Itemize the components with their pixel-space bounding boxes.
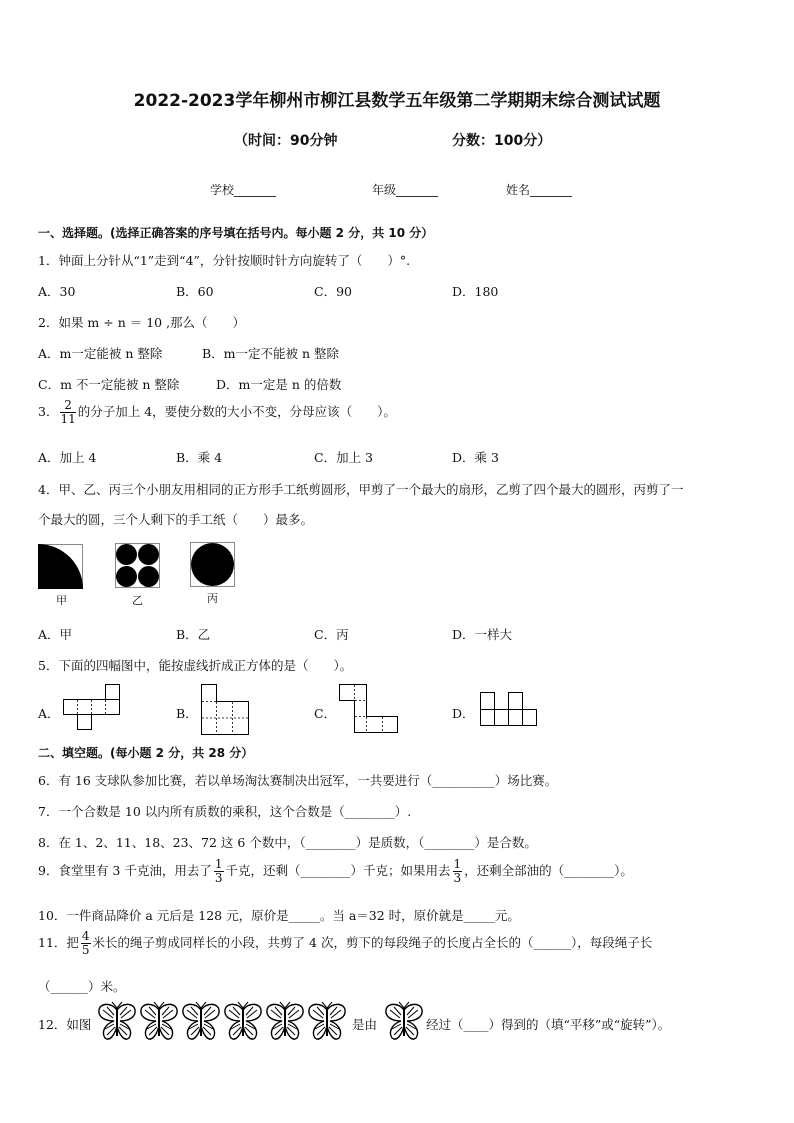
q3-fraction	[60, 399, 75, 426]
question-4-line1: 4．甲、乙、丙三个小朋友用相同的正方形手工纸剪圆形，甲剪了一个最大的扇形，乙剪了四个最大的圆形，丙剪了一	[38, 482, 684, 497]
q1-option-c: C．90	[314, 284, 352, 299]
question-5: 5．下面的四幅图中，能按虚线折成正方体的是（ ）。	[38, 658, 353, 673]
q1-option-a: A．30	[38, 284, 76, 299]
q2-option-d: D．m一定是 n 的倍数	[216, 377, 342, 392]
q4-option-b: B．乙	[176, 627, 211, 642]
figure-bing-label: 丙	[207, 592, 218, 605]
q4-option-d: D．一样大	[452, 627, 513, 642]
question-6: 6．有 16 支球队参加比赛，若以单场淘汰赛制决出冠军，一共要进行（__________）场比赛。	[38, 773, 558, 788]
figure-yi-label: 乙	[132, 594, 143, 607]
grade-field: 年级_______	[372, 183, 439, 197]
q2-option-b: B．m一定不能被 n 整除	[202, 346, 340, 361]
q5-option-a: A．	[38, 706, 60, 721]
question-12-part2: 是由	[352, 1017, 378, 1032]
cube-net-c	[338, 684, 400, 734]
section2-heading: 二、填空题。(每小题 2 分，共 28 分）	[38, 746, 254, 760]
q9-fraction-2	[453, 858, 463, 885]
q3-text: 的分子加上 4，要使分数的大小不变，分母应该（ ）。	[77, 404, 396, 419]
q3-frac-num: 2	[60, 399, 75, 413]
q9-frac2-num: 1	[453, 857, 462, 871]
q11-frac-num: 4	[81, 929, 90, 943]
question-9	[38, 858, 633, 885]
question-3	[38, 399, 396, 426]
figure-jia	[38, 544, 84, 590]
name-field: 姓名_______	[506, 183, 573, 197]
q9-fraction-1	[214, 858, 224, 885]
q3-option-a: A．加上 4	[38, 450, 97, 465]
q9-frac1-den: 3	[214, 871, 223, 885]
q5-option-d: D．	[452, 706, 475, 721]
cube-net-a	[62, 684, 122, 732]
q3-frac-den: 11	[60, 412, 76, 426]
q3-option-c: C．加上 3	[314, 450, 373, 465]
question-1: 1．钟面上分针从“1”走到“4”，分针按顺时针方向旋转了（ ）°.	[38, 253, 411, 268]
question-10: 10．一件商品降价 a 元后是 128 元，原价是_____。当 a＝32 时，原价就是_____元。	[38, 908, 520, 923]
question-12-part1: 12．如图	[38, 1017, 92, 1032]
q4-option-c: C．丙	[314, 627, 349, 642]
time-label: （时间：90分钟	[234, 133, 338, 149]
butterfly-row	[97, 1002, 349, 1042]
figure-yi	[115, 543, 161, 589]
cube-net-d	[480, 692, 538, 728]
school-field: 学校_______	[210, 183, 277, 197]
butterfly-single	[384, 1002, 426, 1042]
q11-part2: 米长的绳子剪成同样长的小段，共剪了 4 次，剪下的每段绳子的长度占全长的（______），每段绳子长	[92, 935, 653, 950]
question-12-part3: 经过（____）得到的（填“平移”或“旋转”）。	[426, 1017, 671, 1032]
score-label: 分数：100分）	[452, 133, 552, 149]
figure-bing	[190, 542, 236, 588]
question-4-line2: 个最大的圆，三个人剩下的手工纸（ ）最多。	[38, 512, 314, 527]
page-title: 2022-2023学年柳州市柳江县数学五年级第二学期期末综合测试试题	[133, 91, 661, 111]
q5-option-c: C．	[314, 706, 337, 721]
question-11-line2: （______）米。	[38, 979, 126, 994]
q3-option-d: D．乘 3	[452, 450, 499, 465]
q11-frac-den: 5	[81, 943, 90, 957]
q2-option-c: C．m 不一定能被 n 整除	[38, 377, 180, 392]
q4-option-a: A．甲	[38, 627, 73, 642]
q1-option-b: B．60	[176, 284, 214, 299]
question-2: 2．如果 m ÷ n ＝ 10 ,那么（ ）	[38, 315, 246, 330]
section1-heading: 一、选择题。(选择正确答案的序号填在括号内。每小题 2 分，共 10 分）	[38, 226, 434, 240]
question-11	[38, 930, 652, 957]
q5-option-b: B．	[176, 706, 198, 721]
q3-number: 3．	[38, 404, 59, 419]
figure-jia-label: 甲	[56, 594, 67, 607]
q9-frac2-den: 3	[453, 871, 462, 885]
q9-frac1-num: 1	[214, 857, 223, 871]
question-8: 8．在 1、2、11、18、23、72 这 6 个数中，（________）是质数，（________）是合数。	[38, 835, 537, 850]
q2-option-a: A．m一定能被 n 整除	[38, 346, 163, 361]
cube-net-b	[200, 684, 250, 736]
q11-fraction	[81, 930, 91, 957]
q3-option-b: B．乘 4	[176, 450, 223, 465]
q9-part3: ，还剩全部油的（________）。	[464, 863, 633, 878]
q1-option-d: D．180	[452, 284, 499, 299]
q9-part1: 9．食堂里有 3 千克油，用去了	[38, 863, 212, 878]
q11-part1: 11．把	[38, 935, 79, 950]
question-7: 7．一个合数是 10 以内所有质数的乘积，这个合数是（________）.	[38, 804, 412, 819]
q9-part2: 千克，还剩（________）千克；如果用去	[225, 863, 451, 878]
